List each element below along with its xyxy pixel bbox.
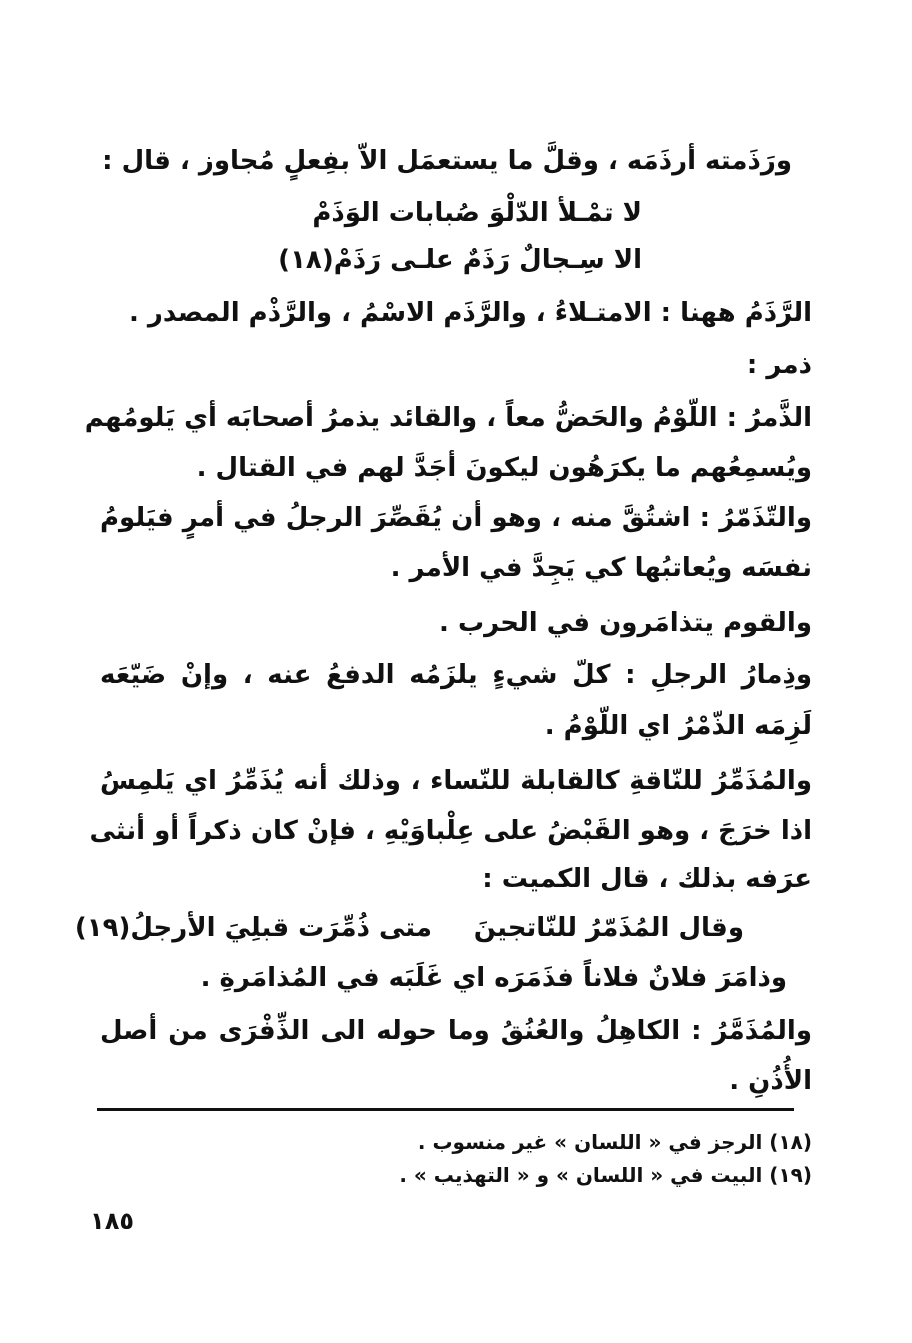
paragraph-line: الذَّمرُ : اللّوْمُ والحَضُّ معاً ، والقائد يذمرُ أصحابَه أي يَلومُهم (84, 403, 812, 433)
verse-hemistich: متى ذُمِّرَت قبلِيَ الأرجلُ(١٩) (74, 913, 432, 943)
paragraph-line: لَزِمَه الذّمْرُ اي اللّوْمُ . (544, 711, 812, 741)
paragraph-line: الأُذُنِ . (729, 1066, 812, 1096)
paragraph-line: والمُذَمَّرُ : الكاهِلُ والعُنُقُ وما حوله الى الذِّفْرَى من أصل (100, 1016, 812, 1046)
verse-hemistich: الا سِـجالٌ رَذَمٌ علـى رَذَمْ(١٨) (278, 245, 642, 275)
verse-hemistich: لا تمْـلأ الدّلْوَ صُبابات الوَذَمْ (312, 198, 642, 228)
paragraph-line: عرَفه بذلك ، قال الكميت : (482, 864, 812, 894)
entry-heading: ذمر : (746, 350, 812, 380)
page-number: ١٨٥ (90, 1207, 134, 1235)
footnote-divider (97, 1108, 794, 1111)
footnote: (١٩) البيت في « اللسان » و « التهذيب » . (399, 1163, 812, 1187)
paragraph-line: الرَّذَمُ ههنا : الامتـلاءُ ، والرَّذَم الاسْمُ ، والرَّذْم المصدر . (128, 298, 812, 328)
paragraph-line: وذِمارُ الرجلِ : كلّ شيءٍ يلزَمُه الدفعُ عنه ، وإنْ ضَيّعَه (100, 660, 812, 690)
footnote: (١٨) الرجز في « اللسان » غير منسوب . (417, 1130, 812, 1154)
paragraph-line: وذامَرَ فلانٌ فلاناً فذَمَرَه اي غَلَبَه في المُذامَرةِ . (200, 963, 787, 993)
paragraph-line: نفسَه ويُعاتبُها كي يَجِدَّ في الأمر . (390, 553, 812, 583)
paragraph-line: ورَذَمته أرذَمَه ، وقلَّ ما يستعمَل الاّ بفِعلٍ مُجاوز ، قال : (102, 146, 792, 176)
paragraph-line: ويُسمِعُهم ما يكرَهُون ليكونَ أجَدَّ لهم في القتال . (196, 453, 812, 483)
paragraph-line: والمُذَمِّرُ للنّاقةِ كالقابلة للنّساء ، وذلك أنه يُذَمِّرُ اي يَلمِسُ (100, 766, 812, 796)
paragraph-line: اذا خرَجَ ، وهو القَبْضُ على عِلْباوَيْهِ ، فإنْ كان ذكراً أو أنثى (89, 816, 812, 846)
verse-hemistich: وقال المُذَمّرُ للنّاتجينَ (473, 913, 744, 943)
paragraph-line: والقوم يتذامَرون في الحرب . (439, 608, 812, 638)
paragraph-line: والتّذَمّرُ : اشتُقَّ منه ، وهو أن يُقَصِّرَ الرجلُ في أمرٍ فيَلومُ (100, 503, 812, 533)
